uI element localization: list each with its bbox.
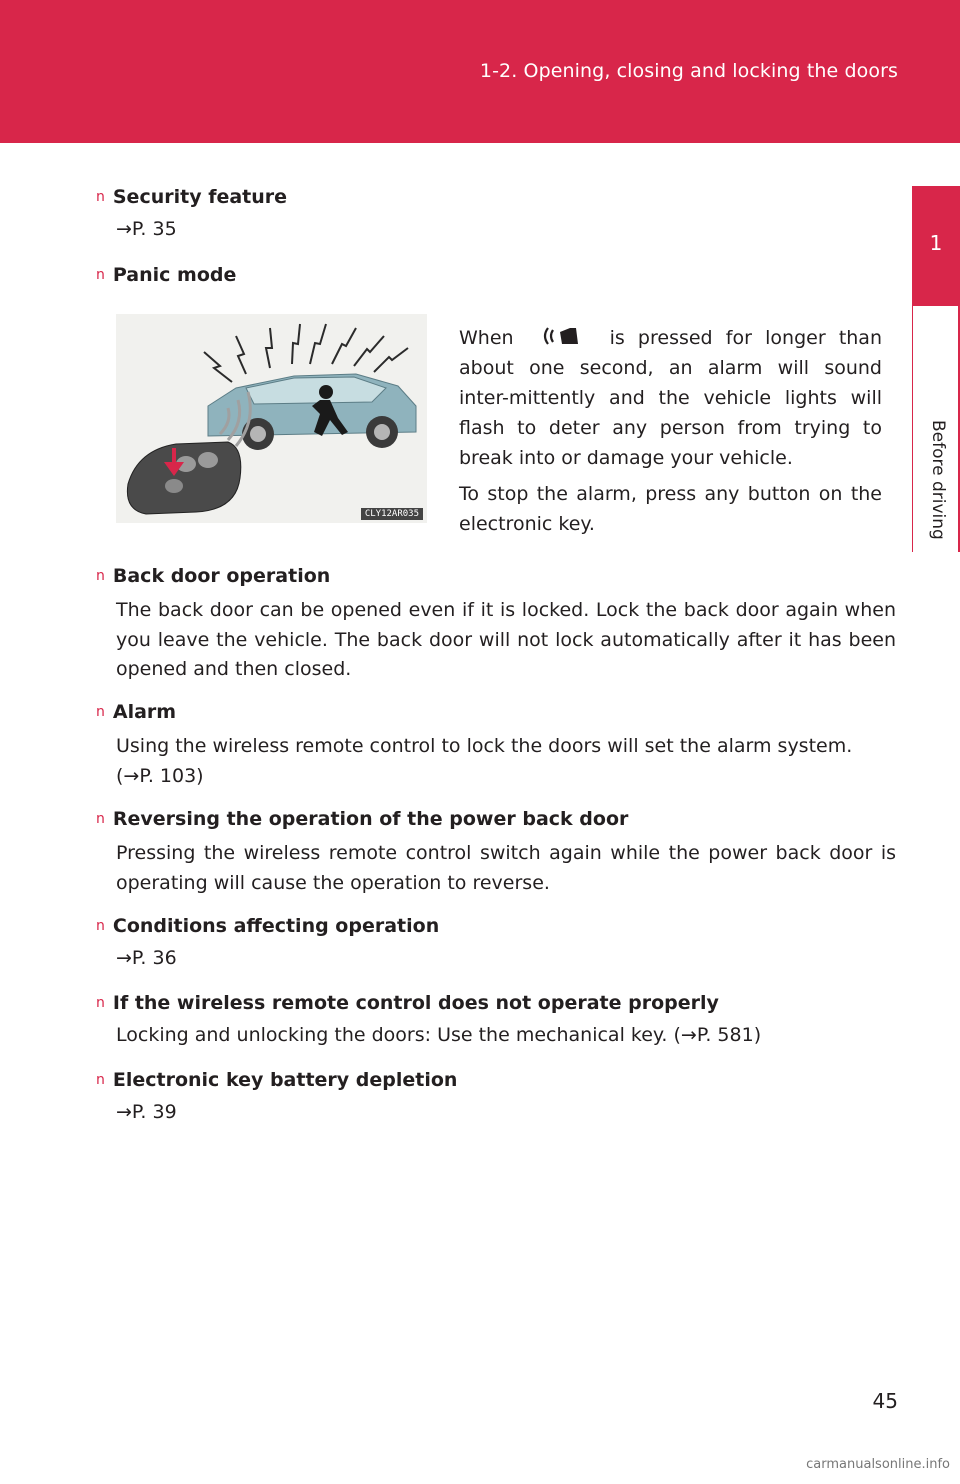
panic-description <box>459 323 882 545</box>
chapter-label-vertical <box>922 420 950 540</box>
section-back-door <box>96 565 896 685</box>
bullet-icon: n <box>96 918 105 934</box>
section-body: Locking and unlocking the doors: Use the mechanical key. (→P. 581) <box>116 1024 762 1046</box>
bullet-icon: n <box>96 189 105 205</box>
tab-border-left <box>912 306 913 552</box>
section-title: Back door operation <box>112 565 331 587</box>
section-title: Alarm <box>112 701 177 723</box>
section-title: Electronic key battery depletion <box>112 1069 458 1091</box>
bullet-icon: n <box>96 995 105 1011</box>
bullet-icon: n <box>96 267 105 283</box>
section-heading <box>96 1069 896 1091</box>
page-reference[interactable]: →P. 36 <box>116 947 177 969</box>
bullet-icon: n <box>96 1072 105 1088</box>
chapter-label: Before driving <box>928 420 948 540</box>
section-title: If the wireless remote control does not operate properly <box>112 992 719 1014</box>
panic-paragraph-2: To stop the alarm, press any button on the electronic key. <box>459 483 882 535</box>
section-title: Security feature <box>112 186 288 208</box>
section-heading <box>96 808 896 830</box>
section-reversing <box>96 808 896 898</box>
chapter-number-tab[interactable]: 1 <box>912 186 960 306</box>
section-conditions <box>96 915 896 974</box>
section-heading <box>96 915 896 937</box>
page-number: 45 <box>872 1389 898 1413</box>
text-when: When <box>459 327 514 349</box>
section-title: Reversing the operation of the power back door <box>112 808 629 830</box>
section-heading <box>96 264 896 286</box>
section-battery <box>96 1069 896 1128</box>
text-panic-detail: is pressed for longer than about one second, an alarm will sound inter-mittently and the vehicle lights will flash to deter any person from trying to break into or damage your vehicle. <box>459 327 882 469</box>
section-heading <box>96 992 896 1014</box>
bullet-icon: n <box>96 568 105 584</box>
panic-mode-illustration <box>116 314 427 523</box>
section-not-operate <box>96 992 896 1051</box>
watermark: carmanualsonline.info <box>806 1457 950 1472</box>
bullet-icon: n <box>96 704 105 720</box>
chapter-title: 1-2. Opening, closing and locking the doors <box>479 60 898 82</box>
section-title: Conditions affecting operation <box>112 915 440 937</box>
page-reference[interactable]: →P. 39 <box>116 1101 177 1123</box>
section-alarm <box>96 701 896 791</box>
header-band <box>0 0 960 143</box>
figure-code: CLY12AR035 <box>361 508 423 520</box>
car-alarm-illustration <box>116 314 427 523</box>
section-title: Panic mode <box>112 264 237 286</box>
panic-button-icon <box>540 324 584 348</box>
section-panic <box>96 264 896 286</box>
section-body: The back door can be opened even if it is locked. Lock the back door again when you leave the vehicle. The back door will not lock automatically after it has been opened and then closed. <box>116 599 896 680</box>
page-reference[interactable]: →P. 35 <box>116 218 177 240</box>
section-security <box>96 186 896 245</box>
panic-paragraph-1 <box>459 323 882 473</box>
bullet-icon: n <box>96 811 105 827</box>
section-heading <box>96 701 896 723</box>
section-body: Pressing the wireless remote control switch again while the power back door is operating will cause the operation to reverse. <box>116 842 896 894</box>
section-heading <box>96 565 896 587</box>
section-body: Using the wireless remote control to lock the doors will set the alarm system. (→P. 103) <box>116 735 853 787</box>
section-heading <box>96 186 896 208</box>
